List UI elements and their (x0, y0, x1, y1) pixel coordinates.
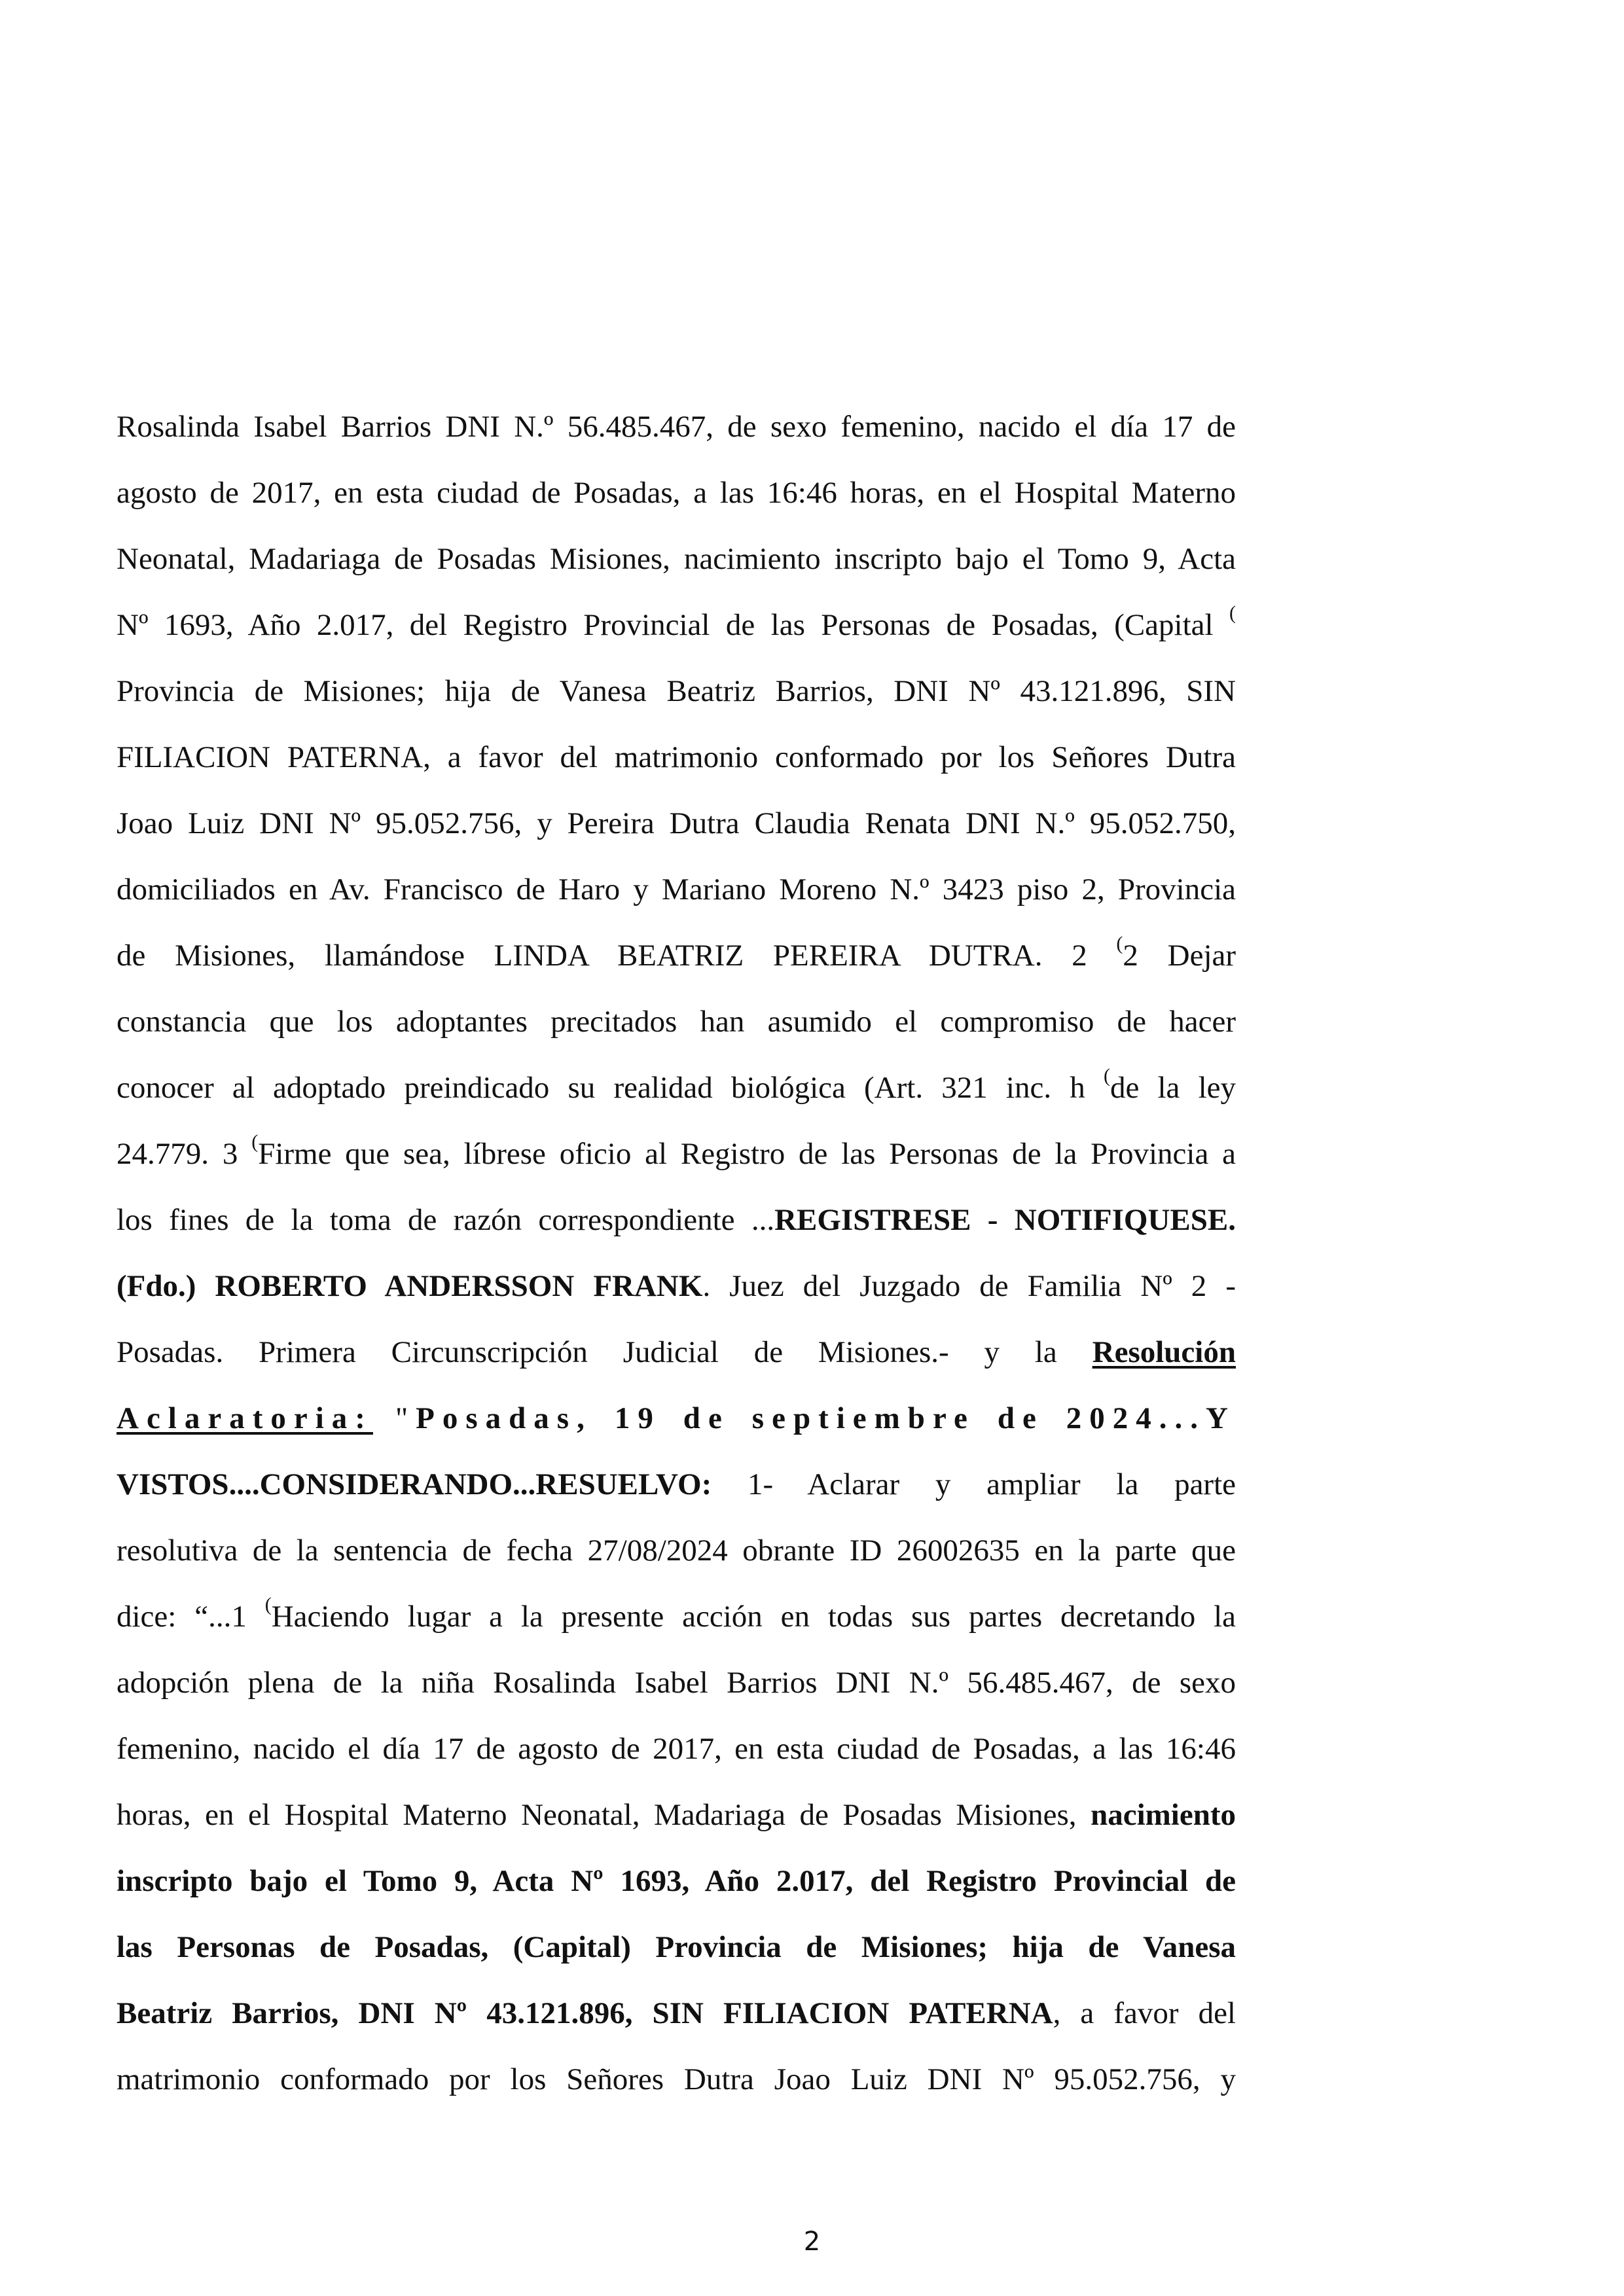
text-line (117, 923, 1236, 989)
text-segment: Provincia de Misiones; hija de Vanesa Beatriz Barrios, DNI Nº 43.121.896, SIN (117, 674, 1236, 708)
text-segment: . Juez del Juzgado de Familia Nº 2 - (702, 1269, 1236, 1303)
text-segment: ( (264, 1594, 272, 1615)
text-segment: ( (251, 1131, 259, 1153)
text-line (117, 1650, 1236, 1716)
text-segment: conocer al adoptado preindicado su realidad biológica (Art. 321 inc. h (117, 1071, 1104, 1105)
page-number: 2 (803, 2227, 821, 2257)
text-segment: Nº 1693, Año 2.017, del Registro Provincial de las Personas de Posadas, (Capital (117, 608, 1229, 642)
text-segment: nacimiento (1091, 1798, 1236, 1832)
text-line (117, 1584, 1236, 1650)
text-segment: las Personas de Posadas, (Capital) Provincia de Misiones; hija de Vanesa (117, 1930, 1236, 1964)
text-segment: ( (1103, 1065, 1110, 1086)
text-segment: ( (1229, 602, 1236, 624)
text-segment: resolutiva de la sentencia de fecha 27/08/2024 obrante ID 26002635 en la parte que (117, 1534, 1236, 1568)
text-segment: horas, en el Hospital Materno Neonatal, Madariaga de Posadas Misiones, (117, 1798, 1091, 1832)
text-line (117, 1386, 1236, 1452)
text-segment: REGISTRESE - NOTIFIQUESE. (774, 1203, 1236, 1237)
text-segment: adopción plena de la niña Rosalinda Isabel Barrios DNI N.º 56.485.467, de sexo (117, 1666, 1236, 1700)
text-line (117, 1981, 1236, 2047)
text-segment: inscripto bajo el Tomo 9, Acta Nº 1693, Año 2.017, del Registro Provincial de (117, 1864, 1236, 1898)
text-segment: dice: “...1 (117, 1600, 265, 1634)
text-segment: de la ley (1110, 1071, 1236, 1105)
text-segment: , a favor del (1053, 1996, 1236, 2030)
text-segment: (Fdo.) ROBERTO ANDERSSON FRANK (117, 1269, 703, 1303)
text-line (117, 1253, 1236, 1319)
text-segment: los fines de la toma de razón correspondiente ... (117, 1203, 775, 1237)
text-segment: 1- Aclarar y ampliar la parte (712, 1467, 1236, 1501)
text-line (117, 394, 1236, 460)
text-segment: " (372, 1401, 416, 1435)
text-segment: Neonatal, Madariaga de Posadas Misiones, nacimiento inscripto bajo el Tomo 9, Acta (117, 542, 1236, 576)
text-segment: femenino, nacido el día 17 de agosto de 2017, en esta ciudad de Posadas, a las 16:46 (117, 1732, 1236, 1766)
text-segment: Posadas. Primera Circunscripción Judicial de Misiones.- y la (117, 1335, 1092, 1369)
text-segment: matrimonio conformado por los Señores Dutra Joao Luiz DNI Nº 95.052.756, y (117, 2062, 1236, 2096)
text-segment: ( (1116, 933, 1123, 954)
text-line (117, 989, 1236, 1055)
text-line (117, 658, 1236, 725)
text-line (117, 725, 1236, 791)
text-line (117, 2047, 1236, 2113)
text-segment: Resolución (1092, 1335, 1236, 1369)
text-segment: Joao Luiz DNI Nº 95.052.756, y Pereira Dutra Claudia Renata DNI N.º 95.052.750, (117, 806, 1236, 840)
text-segment: 2 Dejar (1123, 939, 1236, 973)
text-segment: VISTOS....CONSIDERANDO...RESUELVO: (117, 1467, 712, 1501)
text-line (117, 592, 1236, 658)
text-line (117, 1187, 1236, 1253)
text-line (117, 791, 1236, 857)
text-segment: Posadas, 19 de septiembre de 2024...Y (416, 1401, 1236, 1435)
text-segment: Firme que sea, líbrese oficio al Registro de las Personas de la Provincia a (258, 1137, 1236, 1171)
text-segment: Rosalinda Isabel Barrios DNI N.º 56.485.467, de sexo femenino, nacido el día 17 de (117, 410, 1236, 444)
text-segment: 24.779. 3 (117, 1137, 252, 1171)
text-line (117, 857, 1236, 923)
text-line (117, 1914, 1236, 1981)
text-segment: constancia que los adoptantes precitados han asumido el compromiso de hacer (117, 1005, 1236, 1039)
text-line (117, 1716, 1236, 1782)
text-segment: agosto de 2017, en esta ciudad de Posadas, a las 16:46 horas, en el Hospital Materno (117, 476, 1236, 510)
text-line (117, 1452, 1236, 1518)
document-body (117, 394, 1236, 2113)
text-line (117, 1055, 1236, 1121)
text-line (117, 1518, 1236, 1584)
text-segment: Aclaratoria: (117, 1401, 373, 1435)
text-line (117, 1848, 1236, 1914)
text-segment: Beatriz Barrios, DNI Nº 43.121.896, SIN FILIACION PATERNA (117, 1996, 1053, 2030)
text-segment: Haciendo lugar a la presente acción en todas sus partes decretando la (271, 1600, 1236, 1634)
text-segment: de Misiones, llamándose LINDA BEATRIZ PEREIRA DUTRA. 2 (117, 939, 1117, 973)
text-segment: FILIACION PATERNA, a favor del matrimonio conformado por los Señores Dutra (117, 740, 1236, 774)
text-line (117, 526, 1236, 592)
text-segment: domiciliados en Av. Francisco de Haro y Mariano Moreno N.º 3423 piso 2, Provincia (117, 872, 1236, 906)
text-line (117, 1319, 1236, 1386)
text-line (117, 1121, 1236, 1187)
text-line (117, 1782, 1236, 1848)
text-line (117, 460, 1236, 526)
